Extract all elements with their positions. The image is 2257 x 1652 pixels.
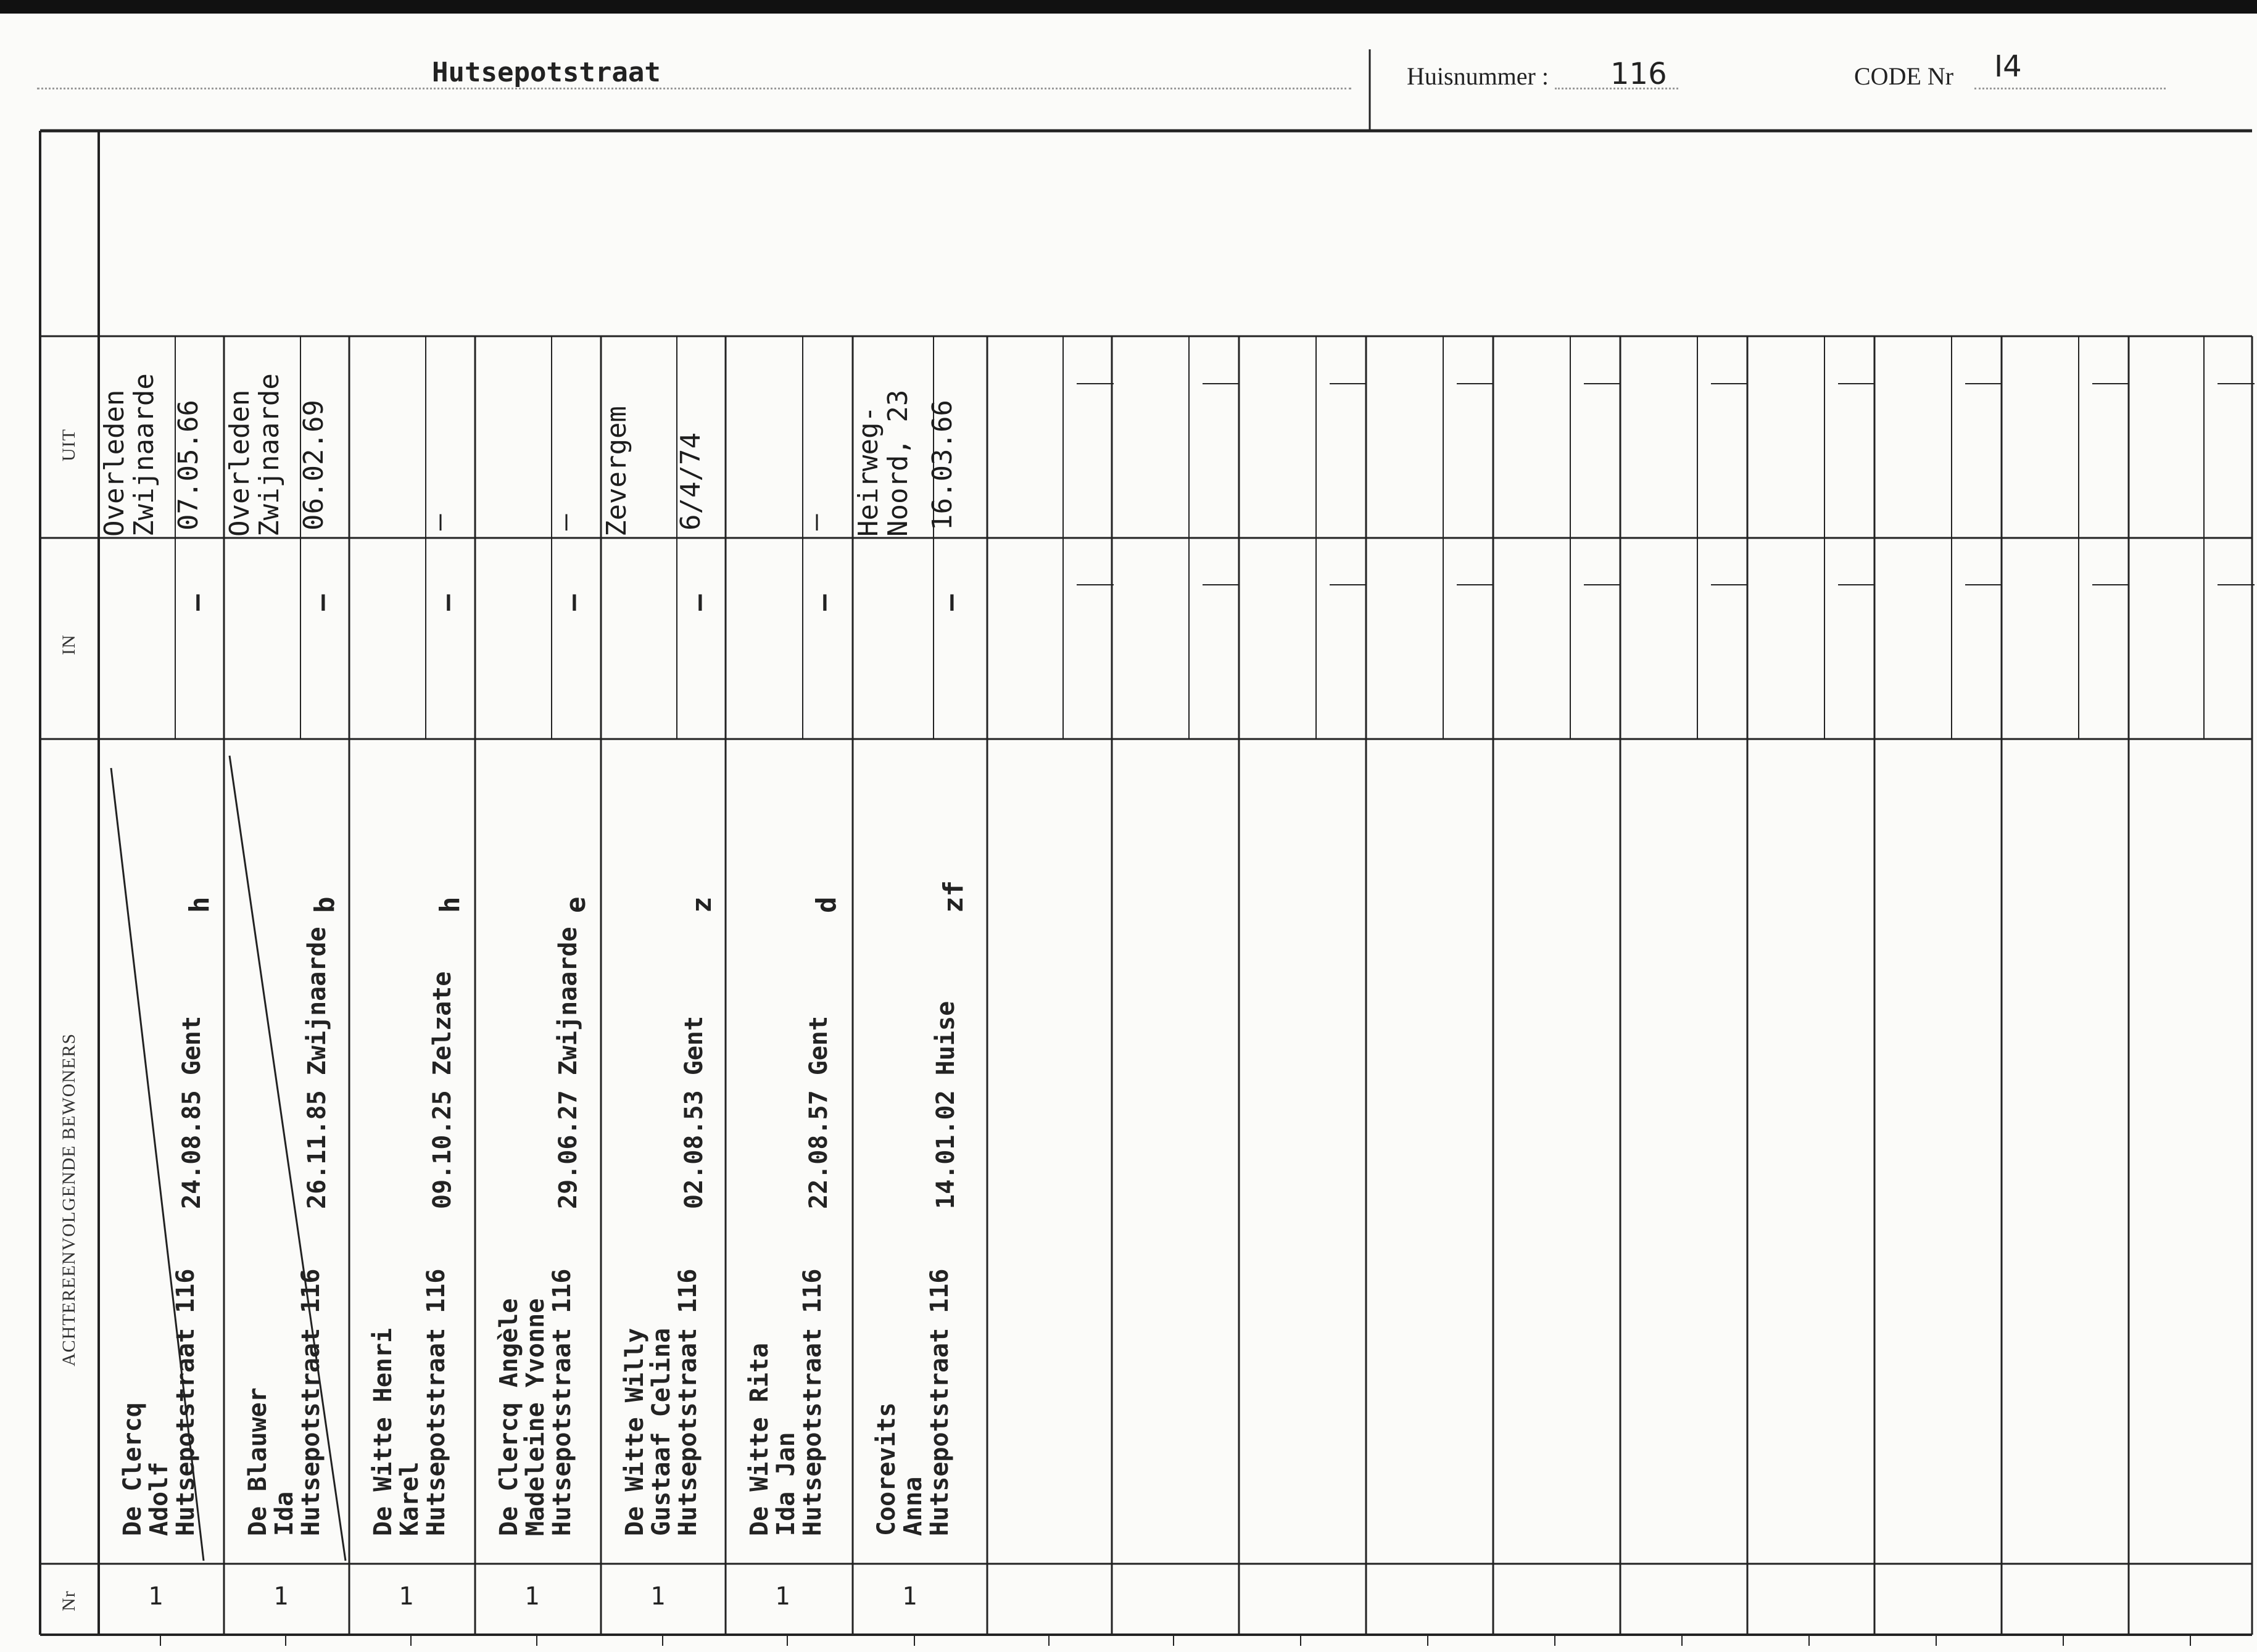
record-uit-date: 07.05.66 <box>173 400 204 531</box>
huisnummer-value: 116 <box>1610 57 1667 91</box>
record-nr: 1 <box>148 1582 164 1611</box>
record-mark: d <box>811 896 842 913</box>
record-in-mark: — <box>306 594 338 611</box>
column-label-in: IN <box>59 634 79 655</box>
record-in-mark: — <box>557 594 589 611</box>
record-name: De Witte Henri Karel Hutsepotstraat 116 <box>369 1268 451 1536</box>
record-name: Coorevits Anna Hutsepotstraat 116 <box>872 1268 955 1536</box>
record-birth: 26.11.85 Zwijnaarde <box>303 927 331 1209</box>
record-in-mark: — <box>808 594 839 611</box>
record-birth: 22.08.57 Gent <box>805 1015 833 1209</box>
record-mark: z <box>686 896 718 913</box>
record-name: De Witte Rita Ida Jan Hutsepotstraat 116 <box>745 1268 827 1536</box>
code-value: I4 <box>1994 49 2022 84</box>
record-name: De Witte Willy Gustaaf Celina Hutsepotstraat 116 <box>621 1268 703 1536</box>
code-label: CODE Nr <box>1854 62 1954 90</box>
record-mark: b <box>309 896 341 913</box>
record-uit-date: 06.02.69 <box>298 400 329 531</box>
record-in-mark: — <box>181 594 212 611</box>
record-uit-date: — <box>423 514 455 531</box>
record-birth: 09.10.25 Zelzate <box>428 971 457 1209</box>
record-nr: 1 <box>273 1582 289 1611</box>
record-uit-date: 6/4/74 <box>675 432 706 531</box>
record-in-mark: — <box>431 594 463 611</box>
column-label-nr: Nr <box>59 1590 79 1611</box>
column-label-bewoners: ACHTEREENVOLGENDE BEWONERS <box>59 1033 79 1366</box>
record-in-mark: — <box>935 594 966 611</box>
record-uit-place: Heirweg- Noord, 23 <box>853 389 914 537</box>
record-name: De Clercq Adolf Hutsepotstraat 116 <box>118 1268 201 1536</box>
record-birth: 14.01.02 Huise <box>932 1001 960 1209</box>
record-nr: 1 <box>524 1582 540 1611</box>
record-nr: 1 <box>775 1582 790 1611</box>
record-nr: 1 <box>902 1582 917 1611</box>
record-uit-date: — <box>800 514 831 531</box>
record-birth: 29.06.27 Zwijnaarde <box>554 927 582 1209</box>
record-uit-place: Overleden Zwijnaarde <box>99 373 160 537</box>
record-uit-place: Overleden Zwijnaarde <box>224 373 285 537</box>
record-uit-date: 16.03.66 <box>927 400 958 531</box>
street-name: Hutsepotstraat <box>432 57 661 88</box>
record-in-mark: — <box>683 594 714 611</box>
record-uit-place: Zevergem <box>601 406 632 537</box>
record-name: De Blauwer Ida Hutsepotstraat 116 <box>244 1268 326 1536</box>
record-name: De Clercq Angèle Madeleine Yvonne Hutsepotstraat 116 <box>495 1268 577 1536</box>
record-uit-date: — <box>549 514 581 531</box>
record-mark: h <box>184 896 215 913</box>
huisnummer-label: Huisnummer : <box>1407 62 1549 90</box>
record-birth: 02.08.53 Gent <box>680 1015 708 1209</box>
record-mark: zf <box>938 880 969 913</box>
record-nr: 1 <box>650 1582 666 1611</box>
column-label-uit: UIT <box>59 429 79 461</box>
record-birth: 24.08.85 Gent <box>178 1015 206 1209</box>
record-nr: 1 <box>399 1582 414 1611</box>
record-mark: h <box>434 896 466 913</box>
record-mark: e <box>560 896 592 913</box>
